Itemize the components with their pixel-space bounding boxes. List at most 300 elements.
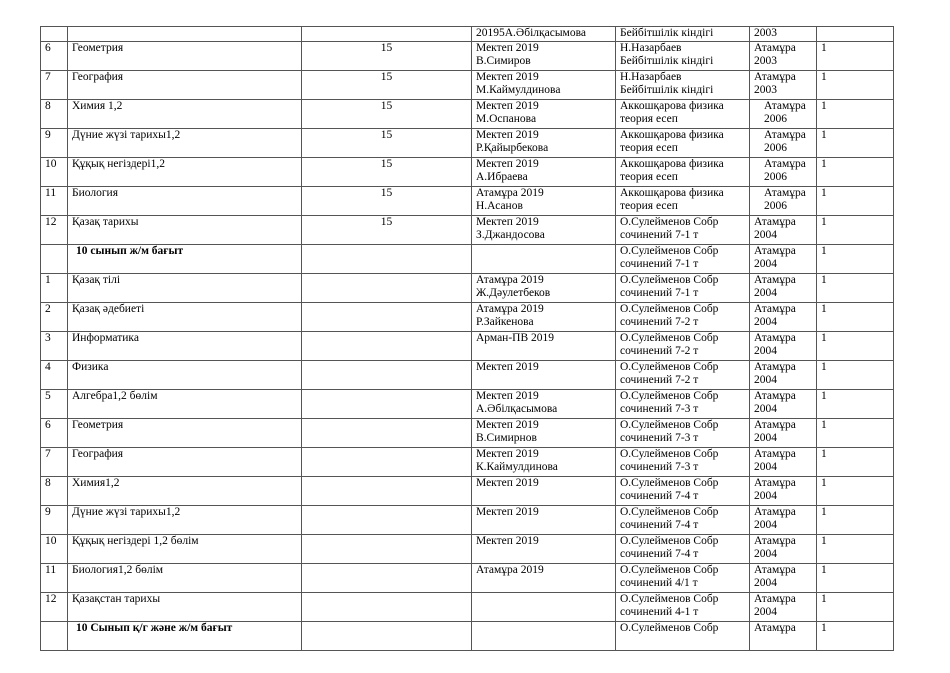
publisher-cell-line: Атамұра [754,303,796,315]
subject-cell-line: Дүние жүзі тарихы1,2 [72,129,181,141]
literature-cell [616,448,750,477]
publisher-cell-line: 2004 [754,548,777,560]
count-cell [817,187,894,216]
textbook-cell [472,419,616,448]
count-cell-line: 1 [821,506,827,518]
row-number-cell [41,71,68,100]
row-number-cell [41,303,68,332]
quantity-cell [302,419,472,448]
literature-cell-line: О.Сулейменов Собр [620,303,719,315]
subject-cell-line: Биология1,2 бөлім [72,564,164,576]
literature-cell-line: Н.Назарбаев [620,71,682,83]
literature-cell-line: Н.Назарбаев [620,42,682,54]
publisher-cell-line: Атамұра [754,535,796,547]
quantity-cell [302,71,472,100]
textbook-cell [472,535,616,564]
textbook-cell [472,27,616,42]
subject-cell-line: Геометрия [72,419,124,431]
quantity-cell [302,158,472,187]
quantity-cell [302,27,472,42]
table-row [41,448,894,477]
publisher-cell [750,477,817,506]
count-cell [817,390,894,419]
literature-cell-line: сочинений 7-4 т [620,548,699,560]
publisher-cell-line: 2004 [754,374,777,386]
subject-cell [68,27,302,42]
publisher-cell [750,419,817,448]
literature-cell [616,506,750,535]
row-number-cell [41,158,68,187]
literature-cell-line: О.Сулейменов Собр [620,419,719,431]
quantity-cell [302,274,472,303]
publisher-cell-line: Атамұра [754,216,796,228]
table-row [41,419,894,448]
publisher-cell-line: 2004 [754,258,777,270]
literature-cell [616,129,750,158]
quantity-cell-line: 15 [380,187,393,199]
subject-cell [68,448,302,477]
publisher-cell [750,506,817,535]
publisher-cell [750,274,817,303]
table-row [41,535,894,564]
subject-cell [68,158,302,187]
publisher-cell [750,27,817,42]
quantity-cell-line: 15 [380,158,393,170]
count-cell [817,158,894,187]
count-cell [817,593,894,622]
textbook-cell-line: Мектеп 2019 [476,361,539,373]
quantity-cell [302,100,472,129]
subject-cell-line: Химия 1,2 [72,100,123,112]
quantity-cell [302,535,472,564]
table-row [41,564,894,593]
quantity-cell [302,506,472,535]
subject-cell [68,564,302,593]
count-cell-line: 1 [821,245,827,257]
row-number-cell-line: 9 [45,129,51,141]
row-number-cell [41,419,68,448]
subject-cell [68,593,302,622]
quantity-cell [302,477,472,506]
publisher-cell-line: Атамұра [754,332,796,344]
literature-cell-line: сочинений 4-1 т [620,606,699,618]
textbook-cell-line: В.Симирнов [476,432,537,444]
literature-cell [616,622,750,651]
literature-cell-line: теория есеп [620,142,678,154]
quantity-cell [302,361,472,390]
literature-cell [616,100,750,129]
count-cell [817,361,894,390]
textbook-cell [472,390,616,419]
literature-cell-line: сочинений 7-2 т [620,374,699,386]
literature-cell-line: теория есеп [620,171,678,183]
publisher-cell [750,216,817,245]
table-row [41,390,894,419]
literature-cell-line: О.Сулейменов Собр [620,506,719,518]
count-cell-line: 1 [821,361,827,373]
row-number-cell-line: 11 [45,564,57,576]
literature-cell [616,274,750,303]
literature-cell-line: сочинений 7-3 т [620,403,699,415]
quantity-cell [302,593,472,622]
publisher-cell-line: Атамұра [764,187,806,199]
literature-cell [616,187,750,216]
subject-cell-line: Құқық негіздері1,2 [72,158,165,170]
row-number-cell-line: 8 [45,100,51,112]
quantity-cell [302,332,472,361]
textbook-cell [472,564,616,593]
quantity-cell [302,564,472,593]
table-row [41,158,894,187]
section-row [41,245,894,274]
textbook-cell-line: Атамұра 2019 [476,564,544,576]
textbook-cell [472,303,616,332]
literature-cell [616,477,750,506]
literature-cell [616,245,750,274]
row-number-cell [41,332,68,361]
quantity-cell-line: 15 [380,216,393,228]
literature-cell [616,332,750,361]
textbook-cell-line: В.Симиров [476,55,531,67]
publisher-cell-line: 2004 [754,345,777,357]
row-number-cell-line: 6 [45,419,51,431]
publisher-cell [750,42,817,71]
table-row [41,27,894,42]
literature-cell-line: сочинений 7-1 т [620,258,699,270]
publisher-cell-line: Атамұра [764,129,806,141]
count-cell-line: 1 [821,303,827,315]
document-page [40,26,893,651]
textbook-cell-line: Мектеп 2019 [476,535,539,547]
quantity-cell [302,622,472,651]
row-number-cell-line: 5 [45,390,51,402]
literature-cell [616,42,750,71]
count-cell [817,622,894,651]
row-number-cell-line: 2 [45,303,51,315]
row-number-cell [41,535,68,564]
literature-cell [616,390,750,419]
row-number-cell [41,593,68,622]
literature-cell-line: теория есеп [620,113,678,125]
count-cell-line: 1 [821,477,827,489]
count-cell [817,100,894,129]
textbook-cell-line: Атамұра 2019 [476,187,544,199]
publisher-cell-line: Атамұра [754,506,796,518]
row-number-cell-line: 10 [45,535,57,547]
subject-cell-line: География [72,448,124,460]
count-cell [817,477,894,506]
literature-cell-line: сочинений 7-2 т [620,345,699,357]
row-number-cell [41,187,68,216]
literature-cell-line: О.Сулейменов Собр [620,477,719,489]
table-row [41,42,894,71]
textbook-cell-line: Р.Зайкенова [476,316,534,328]
textbook-cell [472,129,616,158]
textbook-cell [472,274,616,303]
textbook-cell [472,100,616,129]
quantity-cell [302,129,472,158]
textbook-cell [472,506,616,535]
publisher-cell-line: 2004 [754,229,777,241]
subject-cell [68,100,302,129]
textbook-cell [472,622,616,651]
quantity-cell [302,42,472,71]
subject-cell-line: Биология [72,187,119,199]
subject-cell [68,129,302,158]
publisher-cell-line: Атамұра [754,477,796,489]
subject-cell [68,71,302,100]
textbook-cell-line: Атамұра 2019 [476,303,544,315]
row-number-cell [41,27,68,42]
textbook-cell-line: Мектеп 2019 [476,129,539,141]
literature-cell-line: сочинений 7-3 т [620,461,699,473]
literature-cell [616,593,750,622]
publisher-cell-line: 2004 [754,432,777,444]
table-row [41,100,894,129]
publisher-cell [750,361,817,390]
literature-cell-line: Аккошқарова физика [620,187,724,199]
literature-cell-line: О.Сулейменов Собр [620,564,719,576]
subject-cell-line: 10 Сынып қ/г және ж/м бағыт [76,622,233,634]
textbook-cell-line: Мектеп 2019 [476,390,539,402]
count-cell [817,535,894,564]
literature-cell-line: сочинений 7-3 т [620,432,699,444]
table-body [41,27,894,651]
textbook-cell-line: Мектеп 2019 [476,477,539,489]
subject-cell [68,622,302,651]
publisher-cell-line: 2003 [754,84,777,96]
publisher-cell [750,535,817,564]
publisher-cell-line: 2004 [754,490,777,502]
literature-cell-line: О.Сулейменов Собр [620,593,719,605]
table-row [41,361,894,390]
subject-cell [68,274,302,303]
publisher-cell-line: Атамұра [754,390,796,402]
subject-cell [68,303,302,332]
quantity-cell-line: 15 [380,71,393,83]
subject-cell-line: Дүние жүзі тарихы1,2 [72,506,181,518]
textbook-cell [472,158,616,187]
row-number-cell [41,129,68,158]
subject-cell-line: Физика [72,361,109,373]
quantity-cell [302,187,472,216]
row-number-cell-line: 7 [45,448,51,460]
publisher-cell [750,448,817,477]
literature-cell-line: Бейбітшілік кіндігі [620,55,714,67]
textbook-cell-line: Мектеп 2019 [476,158,539,170]
literature-cell-line: сочинений 4/1 т [620,577,698,589]
subject-cell [68,477,302,506]
literature-cell-line: О.Сулейменов Собр [620,622,719,634]
textbook-cell-line: Мектеп 2019 [476,100,539,112]
literature-cell-line: Бейбітшілік кіндігі [620,84,714,96]
quantity-cell [302,245,472,274]
subject-cell-line: Химия1,2 [72,477,120,489]
count-cell [817,71,894,100]
row-number-cell-line: 7 [45,71,51,83]
publisher-cell-line: 2004 [754,316,777,328]
table-row [41,71,894,100]
textbook-table [40,26,894,651]
count-cell-line: 1 [821,100,827,112]
textbook-cell-line: 20195А.Әбілқасымова [476,27,586,39]
textbook-cell-line: Мектеп 2019 [476,506,539,518]
publisher-cell-line: Атамұра [754,448,796,460]
row-number-cell [41,477,68,506]
subject-cell [68,216,302,245]
count-cell-line: 1 [821,158,827,170]
subject-cell-line: Қазақ тілі [72,274,121,286]
count-cell-line: 1 [821,42,827,54]
literature-cell-line: Аккошқарова физика [620,158,724,170]
row-number-cell-line: 1 [45,274,51,286]
count-cell-line: 1 [821,274,827,286]
publisher-cell-line: Атамұра [764,100,806,112]
quantity-cell [302,303,472,332]
row-number-cell [41,245,68,274]
publisher-cell [750,564,817,593]
count-cell-line: 1 [821,622,827,634]
textbook-cell-line: М.Каймулдинова [476,84,561,96]
subject-cell [68,535,302,564]
subject-cell-line: 10 сынып ж/м бағыт [76,245,184,257]
publisher-cell-line: 2003 [754,55,777,67]
publisher-cell [750,332,817,361]
publisher-cell [750,71,817,100]
textbook-cell [472,593,616,622]
literature-cell [616,27,750,42]
count-cell-line: 1 [821,564,827,576]
count-cell [817,216,894,245]
literature-cell-line: О.Сулейменов Собр [620,390,719,402]
textbook-cell [472,216,616,245]
literature-cell-line: Бейбітшілік кіндігі [620,27,714,39]
literature-cell [616,216,750,245]
table-row [41,129,894,158]
literature-cell-line: сочинений 7-4 т [620,490,699,502]
literature-cell-line: О.Сулейменов Собр [620,274,719,286]
count-cell-line: 1 [821,71,827,83]
textbook-cell-line: М.Оспанова [476,113,537,125]
literature-cell-line: О.Сулейменов Собр [620,448,719,460]
publisher-cell-line: Атамұра [754,245,796,257]
literature-cell-line: сочинений 7-1 т [620,229,699,241]
row-number-cell [41,274,68,303]
publisher-cell-line: 2004 [754,577,777,589]
count-cell [817,245,894,274]
row-number-cell [41,622,68,651]
subject-cell-line: География [72,71,124,83]
publisher-cell-line: Атамұра [764,158,806,170]
count-cell [817,274,894,303]
count-cell [817,564,894,593]
row-number-cell-line: 11 [45,187,57,199]
literature-cell [616,361,750,390]
table-row [41,332,894,361]
table-row [41,506,894,535]
count-cell [817,42,894,71]
row-number-cell-line: 12 [45,216,57,228]
publisher-cell-line: 2004 [754,287,777,299]
table-row [41,477,894,506]
textbook-cell-line: Арман-ПВ 2019 [476,332,555,344]
publisher-cell-line: 2006 [764,113,787,125]
count-cell [817,332,894,361]
table-row [41,216,894,245]
subject-cell [68,42,302,71]
quantity-cell [302,390,472,419]
row-number-cell [41,448,68,477]
count-cell-line: 1 [821,593,827,605]
row-number-cell [41,390,68,419]
subject-cell [68,332,302,361]
publisher-cell-line: Атамұра [754,274,796,286]
textbook-cell-line: Мектеп 2019 [476,71,539,83]
textbook-cell [472,245,616,274]
subject-cell-line: Құқық негіздері 1,2 бөлім [72,535,199,547]
publisher-cell [750,303,817,332]
quantity-cell-line: 15 [380,129,393,141]
literature-cell [616,158,750,187]
publisher-cell-line: 2004 [754,403,777,415]
count-cell [817,27,894,42]
textbook-cell [472,71,616,100]
publisher-cell-line: Атамұра [754,71,796,83]
publisher-cell [750,622,817,651]
textbook-cell-line: Мектеп 2019 [476,216,539,228]
count-cell-line: 1 [821,129,827,141]
count-cell-line: 1 [821,187,827,199]
count-cell-line: 1 [821,419,827,431]
publisher-cell-line: Атамұра [754,42,796,54]
subject-cell-line: Алгебра1,2 бөлім [72,390,158,402]
subject-cell [68,245,302,274]
textbook-cell [472,477,616,506]
literature-cell [616,303,750,332]
row-number-cell [41,216,68,245]
row-number-cell-line: 8 [45,477,51,489]
publisher-cell [750,245,817,274]
textbook-cell-line: Н.Асанов [476,200,523,212]
publisher-cell [750,129,817,158]
literature-cell [616,419,750,448]
quantity-cell-line: 15 [380,42,393,54]
textbook-cell [472,448,616,477]
count-cell [817,419,894,448]
textbook-cell-line: Р.Қайырбекова [476,142,549,154]
literature-cell-line: О.Сулейменов Собр [620,535,719,547]
publisher-cell-line: 2006 [764,142,787,154]
quantity-cell [302,448,472,477]
publisher-cell [750,593,817,622]
count-cell [817,129,894,158]
literature-cell-line: Аккошқарова физика [620,129,724,141]
literature-cell-line: О.Сулейменов Собр [620,332,719,344]
publisher-cell-line: Атамұра [754,593,796,605]
textbook-cell [472,361,616,390]
textbook-cell-line: Атамұра 2019 [476,274,544,286]
row-number-cell [41,564,68,593]
publisher-cell-line: 2003 [754,27,777,39]
row-number-cell [41,100,68,129]
subject-cell [68,506,302,535]
table-row [41,187,894,216]
textbook-cell [472,332,616,361]
literature-cell-line: сочинений 7-4 т [620,519,699,531]
publisher-cell [750,390,817,419]
publisher-cell-line: 2006 [764,200,787,212]
quantity-cell [302,216,472,245]
